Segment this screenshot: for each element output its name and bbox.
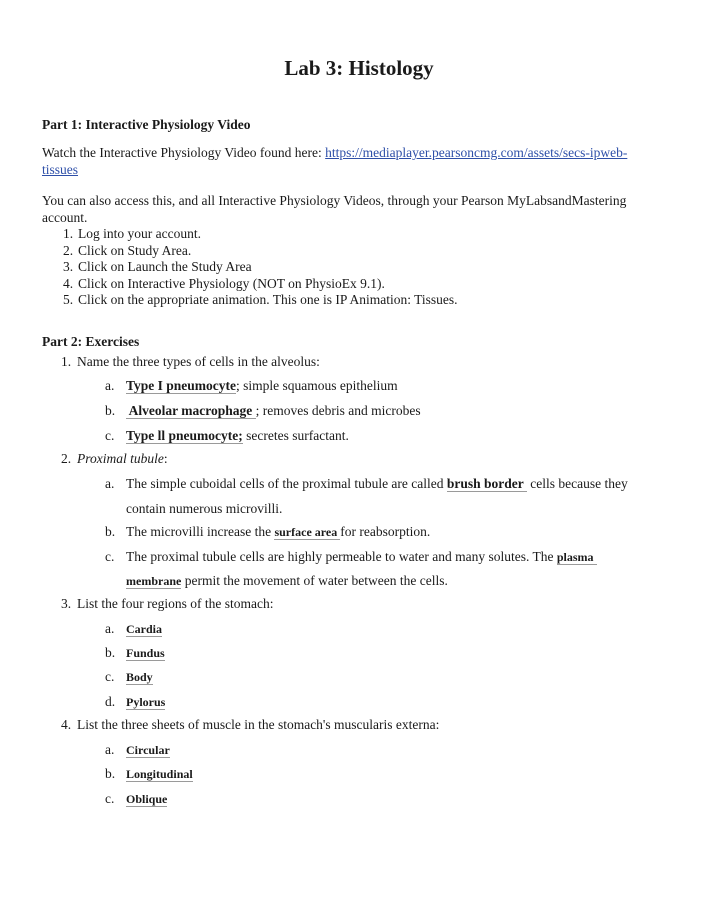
item-letter: d. <box>105 694 116 709</box>
question-number: 2. <box>61 451 72 466</box>
item-letter: a. <box>105 378 115 393</box>
answer-field[interactable]: brush border <box>446 476 527 491</box>
access-text: You can also access this, and all Interactive Physiology Videos, through your Pearson MyLabsandMastering <box>42 193 627 208</box>
question-text: Proximal tubule: <box>77 451 168 466</box>
list-item: 5. Click on the appropriate animation. This one is IP Animation: Tissues. <box>63 292 458 307</box>
video-link-continued[interactable]: tissues <box>42 161 79 177</box>
answer-line <box>126 669 671 686</box>
access-paragraph <box>42 193 667 309</box>
answer-field[interactable]: plasma <box>556 550 597 564</box>
answer-field[interactable]: Fundus <box>126 646 165 660</box>
page-title: Lab 3: Histology <box>284 56 434 80</box>
item-letter: c. <box>105 549 115 564</box>
list-item: 3. Click on Launch the Study Area <box>63 259 252 274</box>
answer-line: The simple cuboidal cells of the proximal tubule are called brush border cells because they <box>126 476 628 491</box>
question-number: 1. <box>61 354 72 369</box>
question-text: List the four regions of the stomach: <box>77 596 274 611</box>
watch-text: Watch the Interactive Physiology Video found here: <box>42 145 326 160</box>
item-letter: a. <box>105 476 115 491</box>
answer-line-continued: contain numerous microvilli. <box>126 501 283 516</box>
answer-line-continued: membrane permit the movement of water between the cells. <box>126 573 448 588</box>
watch-paragraph <box>42 145 667 178</box>
answer-line <box>126 766 671 783</box>
answer-field[interactable]: Type I pneumocyte <box>126 378 236 393</box>
item-letter: c. <box>105 791 115 806</box>
list-item: 4. Click on Interactive Physiology (NOT on PhysioEx 9.1). <box>63 275 385 291</box>
answer-field[interactable]: Pylorus <box>126 695 166 709</box>
answer-line <box>126 645 671 662</box>
answer-line <box>126 791 671 808</box>
item-letter: b. <box>105 403 116 418</box>
access-text-continued: account. <box>42 209 88 225</box>
item-letter: c. <box>105 428 115 443</box>
item-letter: c. <box>105 669 115 684</box>
answer-field[interactable]: membrane <box>126 574 182 588</box>
answer-line: Alveolar macrophage ; removes debris and microbes <box>126 403 421 418</box>
item-letter: a. <box>105 621 115 636</box>
access-steps <box>42 226 667 309</box>
video-link[interactable]: https://mediaplayer.pearsoncmg.com/assets/secs-ipweb- <box>325 145 628 160</box>
list-item: 2. Click on Study Area. <box>63 242 192 258</box>
answer-field[interactable]: surface area <box>274 525 341 539</box>
answer-line <box>126 694 671 711</box>
answer-line <box>126 742 671 759</box>
answer-field[interactable]: Body <box>126 670 153 684</box>
item-letter: b. <box>105 645 116 660</box>
list-item: 1. Log into your account. <box>63 226 201 241</box>
question-text: List the three sheets of muscle in the stomach's muscularis externa: <box>77 717 440 732</box>
item-letter: a. <box>105 742 115 757</box>
answer-line: The proximal tubule cells are highly permeable to water and many solutes. The plasma <box>126 549 597 564</box>
question-number: 3. <box>61 596 72 611</box>
part2-heading: Part 2: Exercises <box>42 334 140 349</box>
answer-field[interactable]: Oblique <box>126 792 168 806</box>
question-text: Name the three types of cells in the alveolus: <box>77 354 320 369</box>
answer-field[interactable]: Cardia <box>126 622 162 636</box>
answer-field[interactable]: Type ll pneumocyte; <box>126 428 243 443</box>
question-number: 4. <box>61 717 72 732</box>
answer-field[interactable]: Circular <box>126 743 170 757</box>
item-letter: b. <box>105 766 116 781</box>
item-letter: b. <box>105 524 116 539</box>
answer-line: Type ll pneumocyte; secretes surfactant. <box>126 428 349 443</box>
answer-field[interactable]: Longitudinal <box>126 767 193 781</box>
part1-heading: Part 1: Interactive Physiology Video <box>42 117 251 132</box>
answer-line: Type I pneumocyte; simple squamous epithelium <box>126 378 398 393</box>
answer-field[interactable]: Alveolar macrophage <box>126 403 256 418</box>
answer-line: The microvilli increase the surface area for reabsorption. <box>126 524 431 539</box>
answer-line <box>126 621 671 638</box>
